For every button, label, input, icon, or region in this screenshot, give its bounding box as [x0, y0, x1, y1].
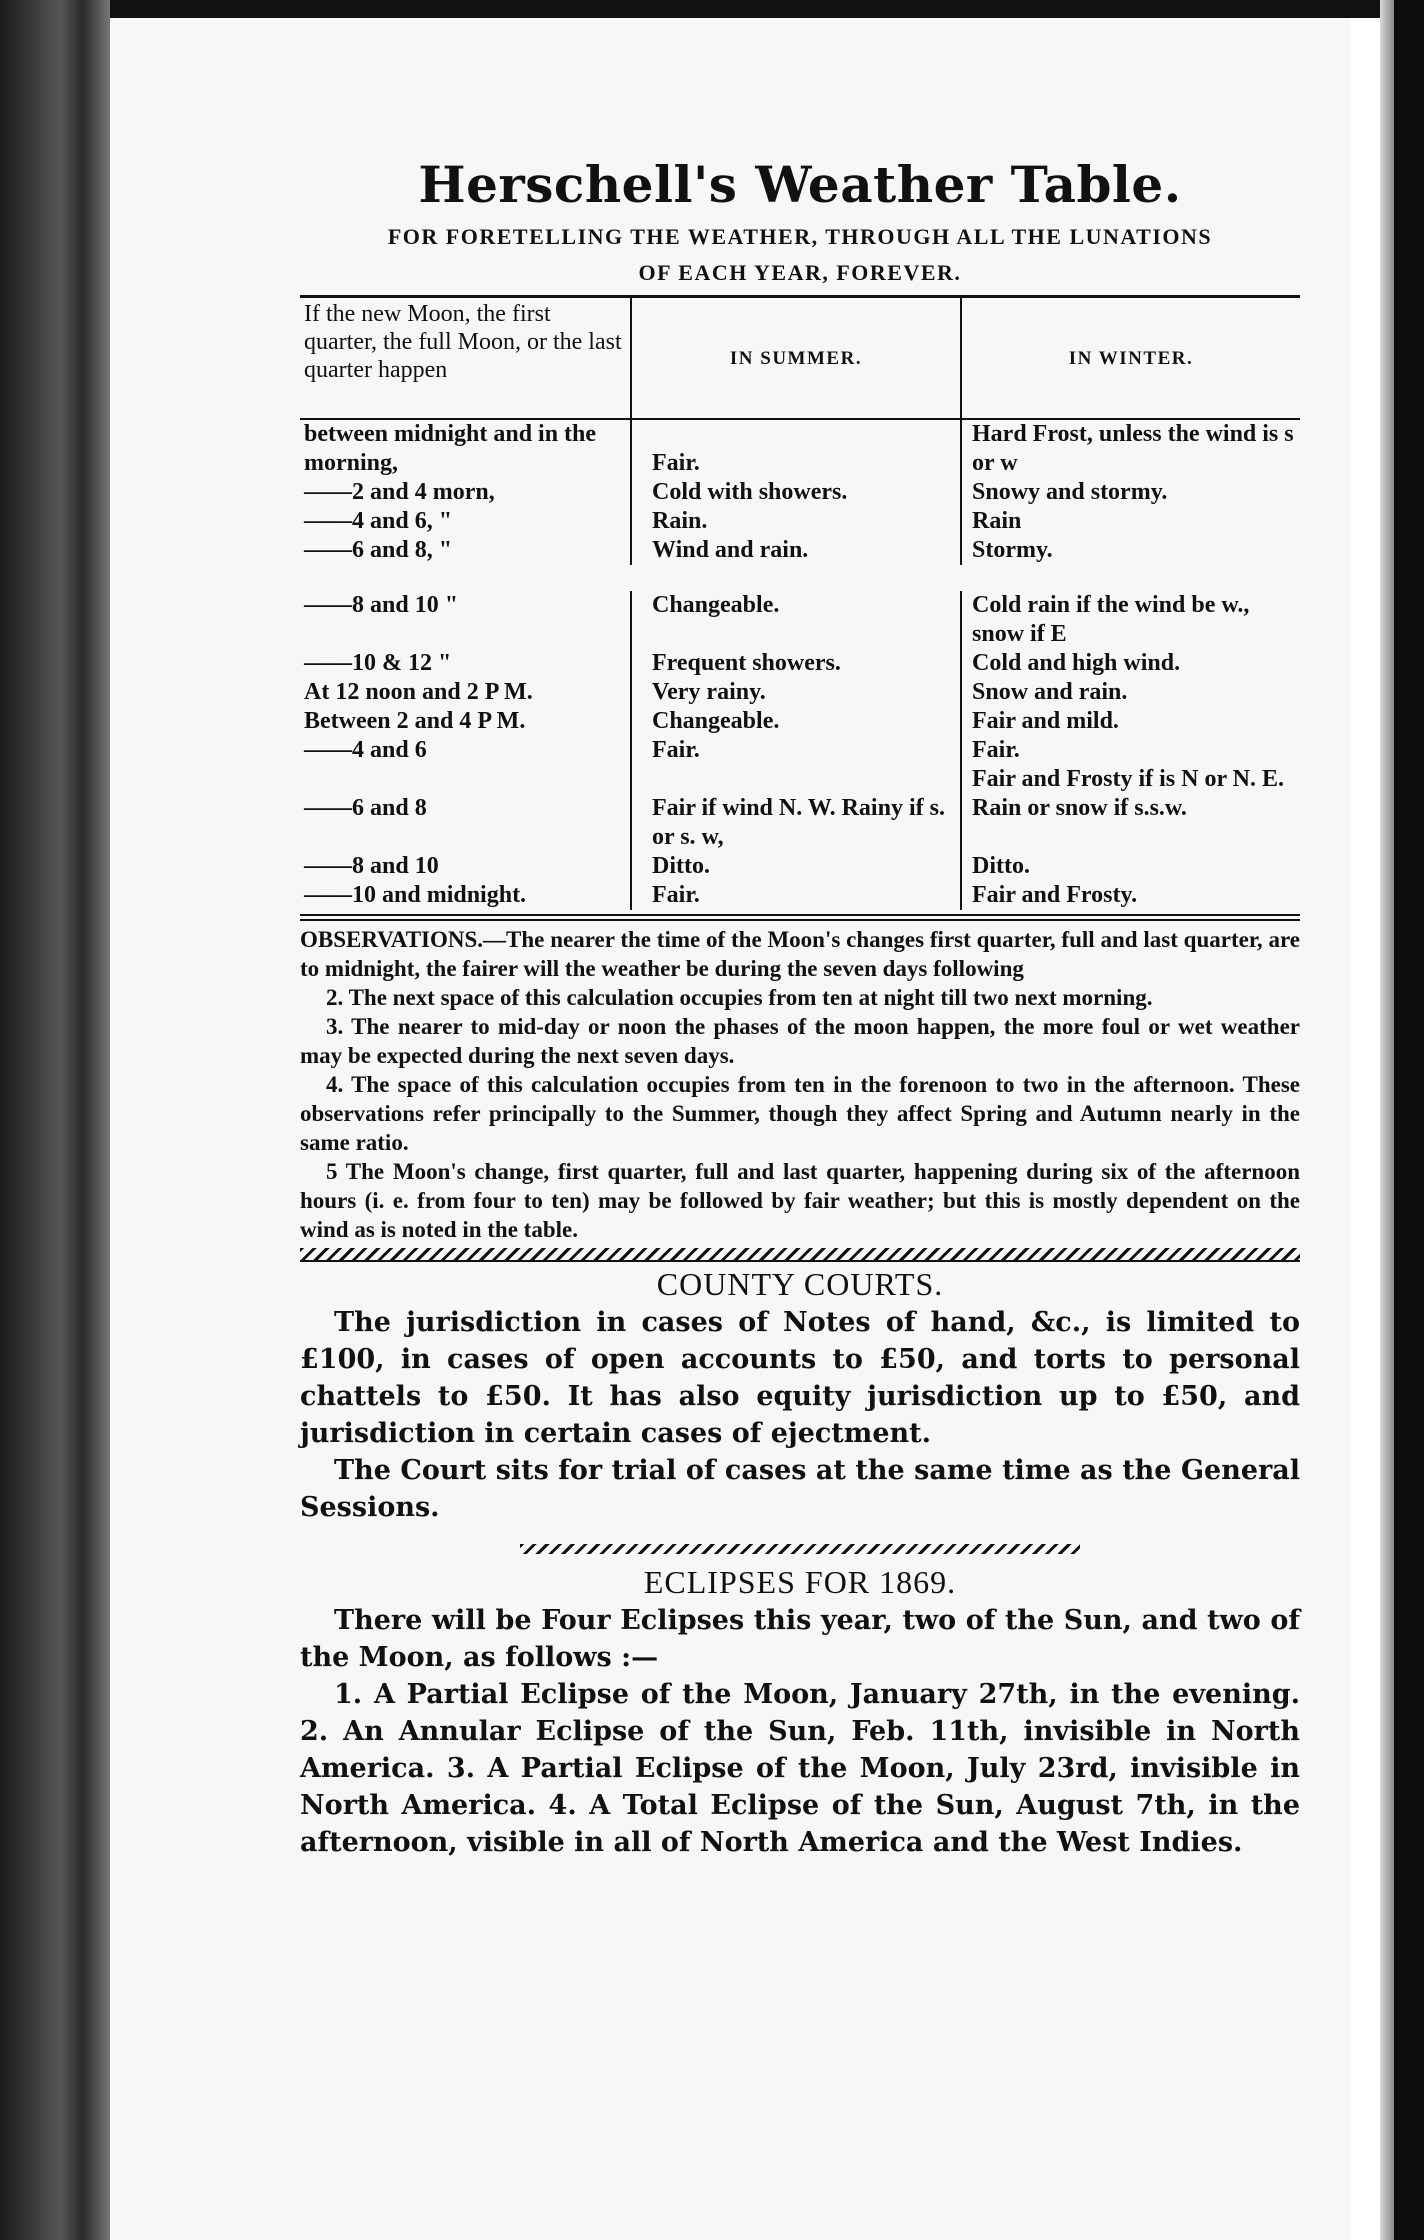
row-summer: Fair. [630, 420, 960, 478]
subtitle-line-1: FOR FORETELLING THE WEATHER, THROUGH ALL THE LUNATIONS [387, 224, 1213, 249]
scan-border-top [110, 0, 1424, 18]
eclipses-paragraph-1: There will be Four Eclipses this year, two of the Sun, and two of the Moon, as follows :— [300, 1605, 1300, 1673]
row-summer: Changeable. [630, 707, 960, 736]
short-wavy-divider [520, 1544, 1080, 1554]
row-time: ——10 and midnight. [304, 882, 527, 908]
row-time: between midnight and in the morning, [304, 421, 597, 476]
row-winter: Cold and high wind. [960, 649, 1300, 678]
row-time: ——10 & 12 " [304, 650, 452, 676]
row-time: ——6 and 8 [304, 795, 427, 821]
row-winter: Cold rain if the wind be w., snow if E [960, 591, 1300, 649]
table-row [300, 565, 1300, 649]
row-time: ——8 and 10 " [304, 592, 459, 618]
subtitle-line-2: OF EACH YEAR, FOREVER. [638, 260, 962, 285]
row-winter: Fair. [960, 736, 1300, 765]
page-edge [1380, 0, 1394, 2240]
table-bottom-rule [300, 914, 1300, 921]
row-winter: Ditto. [960, 852, 1300, 881]
table-row [300, 507, 1300, 536]
row-winter: Stormy. [960, 536, 1300, 565]
row-summer: Cold with showers. [630, 478, 960, 507]
row-time: ——6 and 8, " [304, 537, 453, 563]
table-row [300, 649, 1300, 678]
row-time: ——2 and 4 morn, [304, 479, 495, 505]
row-winter: Snow and rain. [960, 678, 1300, 707]
row-time: Between 2 and 4 P M. [304, 708, 526, 734]
table-row [300, 765, 1300, 852]
header-winter: IN WINTER. [960, 298, 1300, 418]
row-winter: Snowy and stormy. [960, 478, 1300, 507]
table-row [300, 678, 1300, 707]
row-time: ——4 and 6 [304, 737, 427, 763]
row-winter: Fair and Frosty if is N or N. E. Rain or snow if s.s.w. [960, 765, 1300, 852]
row-winter: Fair and Frosty. [960, 881, 1300, 910]
county-courts-paragraph-1: The jurisdiction in cases of Notes of hand, &c., is limited to £100, in cases of open accounts to £50, and torts to personal chattels to £50. It has also equity jurisdiction up to £50, and jurisdiction in certain cases of ejectment. [300, 1307, 1300, 1449]
header-condition: If the new Moon, the first quarter, the full Moon, or the last quarter happen [304, 301, 622, 383]
wavy-divider [300, 1248, 1300, 1262]
row-summer: Fair. [630, 881, 960, 910]
observation-4: 4. The space of this calculation occupies from ten in the forenoon to two in the afternoon. These observations refer principally to the Summer, though they affect Spring and Autumn nearly in the same ratio. [300, 1072, 1300, 1155]
weather-table-header [300, 298, 1300, 418]
table-row [300, 881, 1300, 910]
row-summer: Very rainy. [630, 678, 960, 707]
book-spine [0, 0, 110, 2240]
weather-table-body [300, 420, 1300, 910]
observation-2: 2. The next space of this calculation occupies from ten at night till two next morning. [326, 985, 1153, 1010]
observation-1: OBSERVATIONS.—The nearer the time of the Moon's changes first quarter, full and last quarter, are to midnight, the fairer will the weather be during the seven days following [300, 927, 1300, 981]
table-row [300, 478, 1300, 507]
row-summer: Changeable. [630, 591, 960, 649]
row-summer: Wind and rain. [630, 536, 960, 565]
row-winter: Fair and mild. [960, 707, 1300, 736]
table-row [300, 852, 1300, 881]
row-summer: Fair if wind N. W. Rainy if s. or s. w, [630, 765, 960, 852]
eclipses-paragraph-2: 1. A Partial Eclipse of the Moon, January 27th, in the evening. 2. An Annular Eclipse of the Sun, Feb. 11th, invisible in North America. 3. A Partial Eclipse of the Moon, July 23rd, invisible in North America. 4. A Total Eclipse of the Sun, August 7th, in the afternoon, visible in all of North America and the West Indies. [300, 1679, 1300, 1858]
scan-border-right [1394, 0, 1424, 2240]
row-time: ——4 and 6, " [304, 508, 453, 534]
observation-3: 3. The nearer to mid-day or noon the phases of the moon happen, the more foul or wet weather may be expected during the next seven days. [300, 1014, 1300, 1068]
row-time: ——8 and 10 [304, 853, 439, 879]
eclipses-title: ECLIPSES FOR 1869. [643, 1564, 957, 1600]
table-row [300, 736, 1300, 765]
table-row [300, 536, 1300, 565]
table-row [300, 707, 1300, 736]
row-summer: Frequent showers. [630, 649, 960, 678]
header-summer: IN SUMMER. [630, 298, 960, 418]
county-courts-paragraph-2: The Court sits for trial of cases at the same time as the General Sessions. [300, 1455, 1300, 1523]
row-winter: Hard Frost, unless the wind is s or w [960, 420, 1300, 478]
row-time: At 12 noon and 2 P M. [304, 679, 533, 705]
row-summer: Rain. [630, 507, 960, 536]
table-row [300, 420, 1300, 478]
weather-table-subtitle [300, 219, 1300, 291]
county-courts-title: COUNTY COURTS. [656, 1266, 944, 1302]
observation-5: 5 The Moon's change, first quarter, full and last quarter, happening during six of the afternoon hours (i. e. from four to ten) may be followed by fair weather; but this is mostly dependent on the wind as is noted in the table. [300, 1159, 1300, 1242]
observations [300, 925, 1300, 1244]
weather-table-title: Herschell's Weather Table. [418, 155, 1182, 214]
page-content [300, 155, 1300, 1861]
row-summer: Fair. [630, 736, 960, 765]
row-winter: Rain [960, 507, 1300, 536]
row-summer: Ditto. [630, 852, 960, 881]
